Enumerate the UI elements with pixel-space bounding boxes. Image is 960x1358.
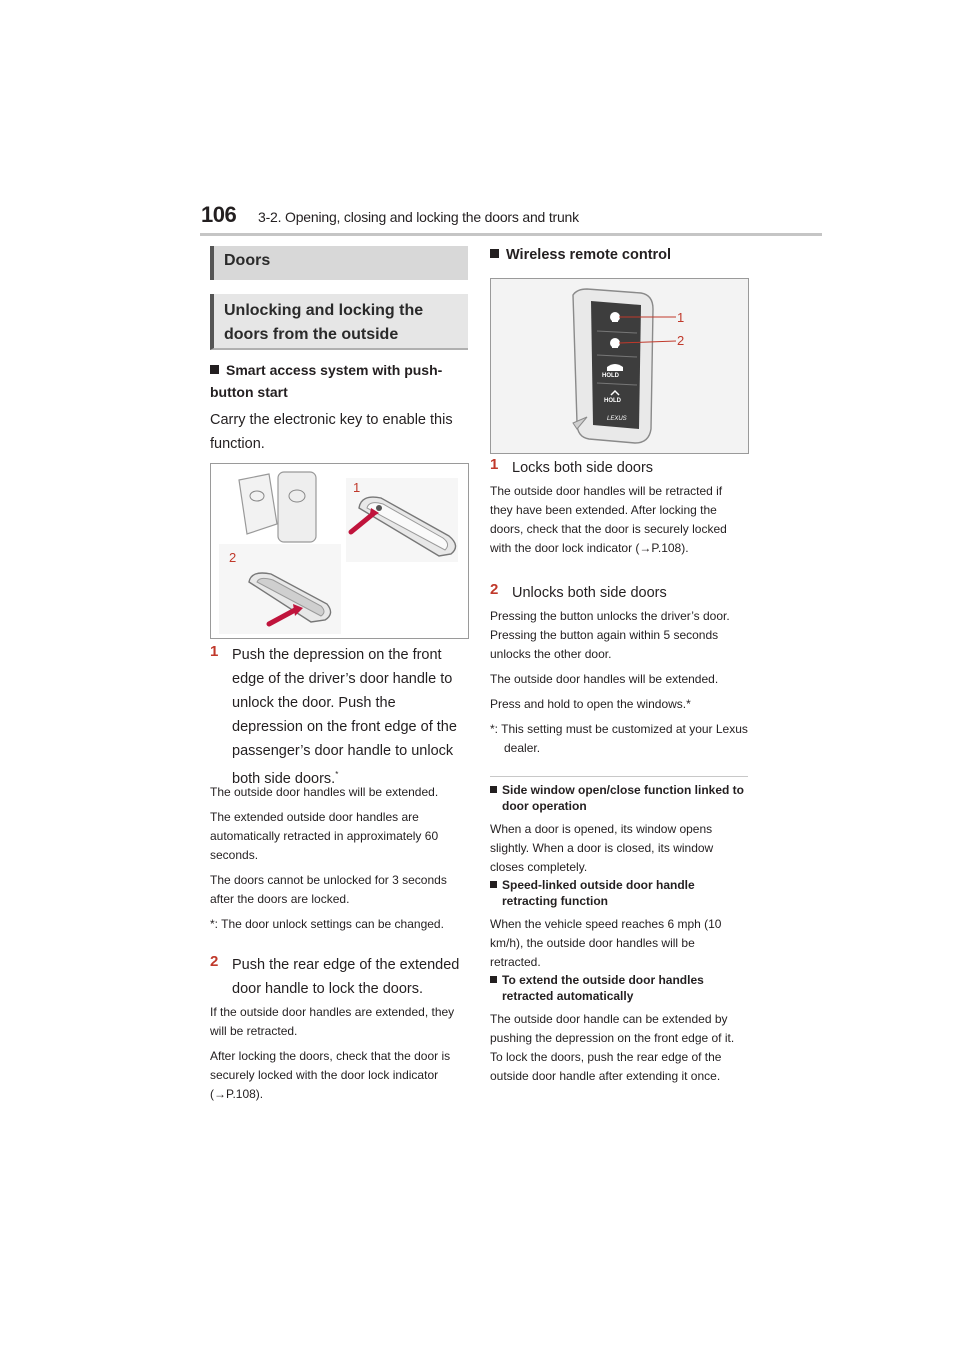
item-2-notes (490, 607, 748, 764)
door-handle-figure (210, 463, 469, 639)
note: The outside door handles will be extended. (210, 785, 439, 799)
info-block (490, 782, 748, 877)
footnote: *: This setting must be customized at your Lexus dealer. (490, 722, 748, 755)
note: If the outside door handles are extended, they will be retracted. (210, 1005, 455, 1038)
footnote: *: The door unlock settings can be changed. (210, 917, 444, 931)
subsection-title: Unlocking and locking the doors from the outside (210, 294, 468, 350)
info-body: When the vehicle speed reaches 6 mph (10 km/h), the outside door handles will be retracted. (490, 917, 722, 969)
key-button-label: HOLD (602, 373, 619, 379)
bullet-square-icon (210, 365, 219, 374)
info-block (490, 877, 748, 972)
step-2-text: Push the rear edge of the extended door handle to lock the doors. (232, 957, 460, 997)
figure-callout-1: 1 (677, 310, 685, 325)
bullet-square-icon (490, 881, 497, 888)
running-title: 3-2. Opening, closing and locking the doors and trunk (258, 209, 579, 225)
info-heading: Speed-linked outside door handle retracting function (490, 877, 748, 909)
smart-access-heading (210, 359, 468, 403)
note: After locking the doors, check that the door is securely locked with the door lock indicator (→P.108). (210, 1049, 451, 1101)
step-2 (210, 953, 468, 1001)
figure-callout-2: 2 (229, 550, 237, 565)
remote-heading (490, 244, 752, 266)
info-body: When a door is opened, its window opens slightly. When a door is closed, its window closes completely. (490, 822, 714, 874)
remote-heading-text: Wireless remote control (506, 247, 672, 263)
key-button-label: HOLD (604, 398, 621, 404)
smart-access-body: Carry the electronic key to enable this function. (210, 412, 453, 452)
step-number-1: 1 (210, 643, 219, 660)
smart-access-heading-text: Smart access system with push-button start (210, 362, 443, 400)
note: The outside door handles will be extended. (490, 672, 719, 686)
remote-item-2 (490, 581, 752, 605)
figure-callout-2: 2 (677, 333, 685, 348)
header-divider (200, 233, 822, 236)
step-1 (210, 643, 468, 791)
step-1-text: Push the depression on the front edge of the driver’s door handle to unlock the door. Push the depression on the front edge of the passenger’s door handle to unlock both side doors.* (232, 647, 457, 787)
step-1-notes (210, 783, 468, 940)
key-fob-illustration (491, 279, 748, 453)
item-1-note: The outside door handles will be retracted if they have been extended. After locking the doors, check that the door is securely locked with the door lock indicator (→P.108). (490, 484, 727, 555)
bullet-square-icon (490, 976, 497, 983)
page-number: 106 (201, 202, 237, 227)
step-2-notes (210, 1003, 468, 1110)
bullet-square-icon (490, 249, 499, 258)
step-number-2: 2 (210, 953, 219, 970)
info-heading: To extend the outside door handles retracted automatically (490, 972, 748, 1004)
key-brand-label: LEXUS (607, 416, 627, 422)
info-body: The outside door handle can be extended by pushing the depression on the front edge of it. To lock the doors, push the rear edge of the outside door handle after extending it once. (490, 1012, 735, 1083)
item-1-text: Locks both side doors (512, 460, 654, 476)
section-title: Doors (210, 246, 468, 280)
item-2-text: Unlocks both side doors (512, 585, 667, 601)
info-block (490, 972, 748, 1086)
figure-callout-1: 1 (353, 480, 361, 495)
section-divider (490, 776, 748, 777)
item-number-1: 1 (490, 456, 499, 473)
note: Pressing the button unlocks the driver’s door. Pressing the button again within 5 seconds unlocks the other door. (490, 609, 730, 661)
note: Press and hold to open the windows.* (490, 697, 691, 711)
info-heading: Side window open/close function linked to door operation (490, 782, 748, 814)
note: The extended outside door handles are automatically retracted in approximately 60 seconds. (210, 810, 439, 862)
remote-figure (490, 278, 749, 454)
remote-item-1 (490, 456, 752, 480)
note: The doors cannot be unlocked for 3 seconds after the doors are locked. (210, 873, 447, 906)
item-number-2: 2 (490, 581, 499, 598)
bullet-square-icon (490, 786, 497, 793)
door-handle-illustration (211, 464, 468, 638)
